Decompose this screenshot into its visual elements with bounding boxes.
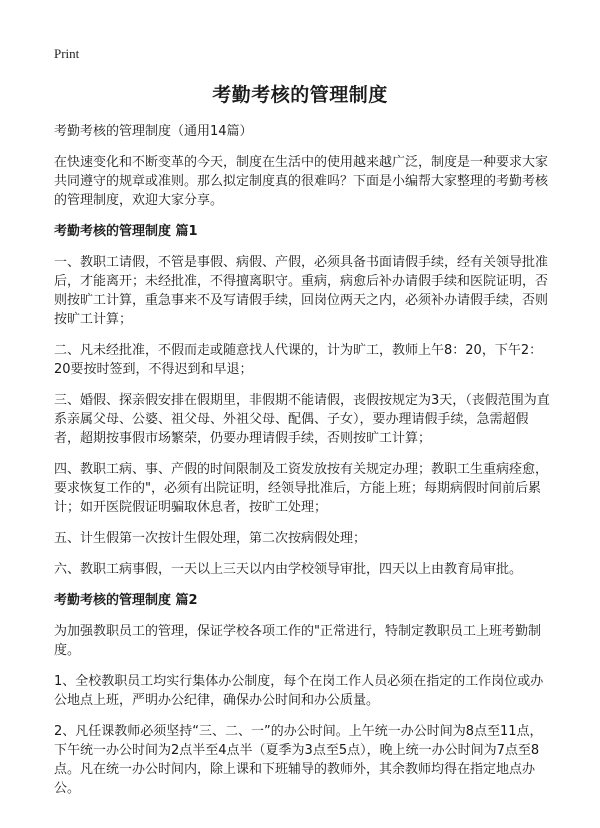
section-1-paragraph-6: 六、教职工病事假，一天以上三天以内由学校领导审批，四天以上由教育局审批。 xyxy=(54,562,523,577)
section-2-paragraph-1: 为加强教职员工的管理，保证学校各项工作的"正常进行，特制定教职员工上班考勤制度。 xyxy=(54,624,541,658)
section-2-paragraph-2: 1、全校教职员工均实行集体办公制度，每个在岗工作人员必须在指定的工作岗位或办公地点上班，严明办公纪律，确保办公时间和办公质量。 xyxy=(54,674,544,708)
section-1-paragraph-2: 二、凡未经批准，不假而走或随意找人代课的，计为旷工，教师上午8：20，下午2：20要按时签到，不得迟到和早退； xyxy=(54,343,543,377)
intro-paragraph: 在快速变化和不断变革的今天，制度在生活中的使用越来越广泛，制度是一种要求大家共同遵守的规章或准则。那么拟定制度真的很难吗？下面是小编帮大家整理的考勤考核的管理制度，欢迎大家分享。 xyxy=(54,155,549,208)
print-link[interactable]: Print xyxy=(54,46,80,61)
section-1-paragraph-1: 一、教职工请假，不管是事假、病假、产假，必须具备书面请假手续，经有关领导批准后，才能离开；未经批准，不得擅离职守。重病，病愈后补办请假手续和医院证明，否则按旷工计算，重急事来不及写请假手续，回岗位两天之内，必须补办请假手续，否则按旷工计算； xyxy=(54,255,549,327)
section-1-paragraph-3: 三、婚假、探亲假安排在假期里，非假期不能请假，丧假按规定为3天，（丧假范围为直系亲属父母、公婆、祖父母、外祖父母、配偶、子女），要办理请假手续，急需超假者，超期按事假市场繁荣，仍要办理请假手续，否则按旷工计算； xyxy=(54,393,550,446)
section-1-heading: 考勤考核的管理制度 篇1 xyxy=(54,224,198,239)
section-2-paragraph-3: 2、凡任课教师必须坚持“三、二、一”的办公时间。上午统一办公时间为8点至11点，下午统一办公时间为2点半至4点半（夏季为3点至5点），晚上统一办公时间为7点至8点。凡在统一办公时间内，除上课和下班辅导的教师外，其余教师均得在指定地点办公。 xyxy=(54,724,543,796)
section-1-paragraph-5: 五、计生假第一次按计生假处理，第二次按病假处理； xyxy=(54,531,367,546)
section-2-heading: 考勤考核的管理制度 篇2 xyxy=(54,593,198,608)
document-body xyxy=(54,122,554,810)
page-title: 考勤考核的管理制度 xyxy=(212,84,388,106)
section-1-paragraph-4: 四、教职工病、事、产假的时间限制及工资发放按有关规定办理；教职工生重病痊愈，要求恢复工作的"，必须有出院证明，经领导批准后，方能上班；每期病假时间前后累计；如开医院假证明骗取休息者，按旷工处理； xyxy=(54,462,549,515)
document-subtitle: 考勤考核的管理制度（通用14篇） xyxy=(54,124,253,139)
